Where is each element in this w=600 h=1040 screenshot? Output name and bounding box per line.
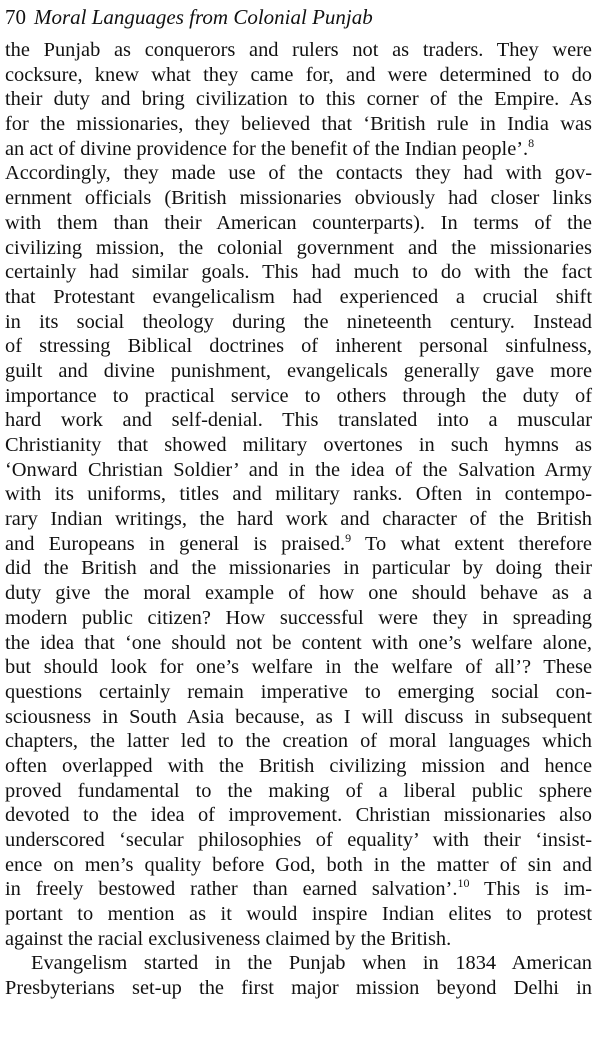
- text-line: duty give the moral example of how one should behave as a: [5, 582, 592, 605]
- text-line: in its social theology during the nineteenth century. Instead: [5, 310, 592, 333]
- running-head: [5, 0, 592, 38]
- text-line-continuation: This is im-: [469, 878, 592, 901]
- text-line: cocksure, knew what they came for, and were determined to do: [5, 63, 592, 86]
- text-line: devoted to the idea of improvement. Christian missionaries also: [5, 804, 592, 827]
- text-line: ernment officials (British missionaries obviously had closer links: [5, 187, 592, 210]
- text-line: Evangelism started in the Punjab when in 1834 American: [31, 952, 592, 975]
- text-line-body: in freely bestowed rather than earned salvation’.: [5, 878, 458, 901]
- text-line: modern public citizen? How successful were they in spreading: [5, 606, 592, 629]
- text-line: [5, 137, 592, 162]
- text-line: for the missionaries, they believed that ‘British rule in India was: [5, 113, 592, 136]
- text-line: with them than their American counterparts). In terms of the: [5, 211, 592, 234]
- text-line: rary Indian writings, the hard work and character of the British: [5, 508, 592, 531]
- text-line: civilizing mission, the colonial government and the missionaries: [5, 236, 592, 259]
- text-line: Christianity that showed military overtones in such hymns as: [5, 434, 592, 456]
- text-line: sciousness in South Asia because, as I will discuss in subsequent: [5, 705, 592, 728]
- text-line: underscored ‘secular philosophies of equality’ with their ‘insist-: [5, 829, 592, 851]
- body-text: [5, 38, 592, 1001]
- text-line: proved fundamental to the making of a liberal public sphere: [5, 779, 592, 802]
- text-line: [5, 532, 592, 557]
- footnote-mark: 9: [345, 530, 352, 545]
- text-line: of stressing Biblical doctrines of inherent personal sinfulness,: [5, 335, 592, 358]
- running-title: Moral Languages from Colonial Punjab: [34, 5, 373, 29]
- page-number: 70: [5, 5, 26, 29]
- text-line: their duty and bring civilization to this corner of the Empire. As: [5, 88, 592, 111]
- text-line: Presbyterians set-up the first major mission beyond Delhi in: [5, 977, 592, 1000]
- text-line: did the British and the missionaries in particular by doing their: [5, 557, 592, 580]
- text-line: the Punjab as conquerors and rulers not as traders. They were: [5, 39, 592, 61]
- text-line: guilt and divine punishment, evangelicals generally gave more: [5, 359, 592, 382]
- paragraph-1: [5, 38, 592, 951]
- text-line: often overlapped with the British civilizing mission and hence: [5, 754, 592, 777]
- text-line: certainly had similar goals. This had much to do with the fact: [5, 261, 592, 284]
- text-line: with its uniforms, titles and military ranks. Often in contempo-: [5, 483, 592, 506]
- text-line: portant to mention as it would inspire Indian elites to protest: [5, 903, 592, 926]
- footnote-mark: 8: [528, 135, 535, 150]
- text-line: the idea that ‘one should not be content with one’s welfare alone,: [5, 631, 592, 654]
- text-line-continuation: To what extent therefore: [351, 532, 592, 555]
- text-line: ‘Onward Christian Soldier’ and in the idea of the Salvation Army: [5, 458, 592, 481]
- text-line: but should look for one’s welfare in the welfare of all’? These: [5, 656, 592, 679]
- text-line: [5, 877, 592, 902]
- text-line: Accordingly, they made use of the contacts they had with gov-: [5, 162, 592, 185]
- footnote-mark: 10: [457, 876, 470, 891]
- paragraph-2: [5, 951, 592, 1000]
- text-line: that Protestant evangelicalism had experienced a crucial shift: [5, 285, 592, 308]
- text-line: questions certainly remain imperative to emerging social con-: [5, 680, 592, 703]
- text-line: chapters, the latter led to the creation of moral languages which: [5, 730, 592, 753]
- text-line: against the racial exclusiveness claimed by the British.: [5, 927, 452, 950]
- text-line-body: an act of divine providence for the benefit of the Indian people’.: [5, 137, 529, 160]
- text-line: importance to practical service to others through the duty of: [5, 384, 592, 407]
- text-line-body: and Europeans in general is praised.: [5, 532, 346, 555]
- text-line: hard work and self-denial. This translated into a muscular: [5, 409, 592, 432]
- text-line: ence on men’s quality before God, both in the matter of sin and: [5, 853, 592, 876]
